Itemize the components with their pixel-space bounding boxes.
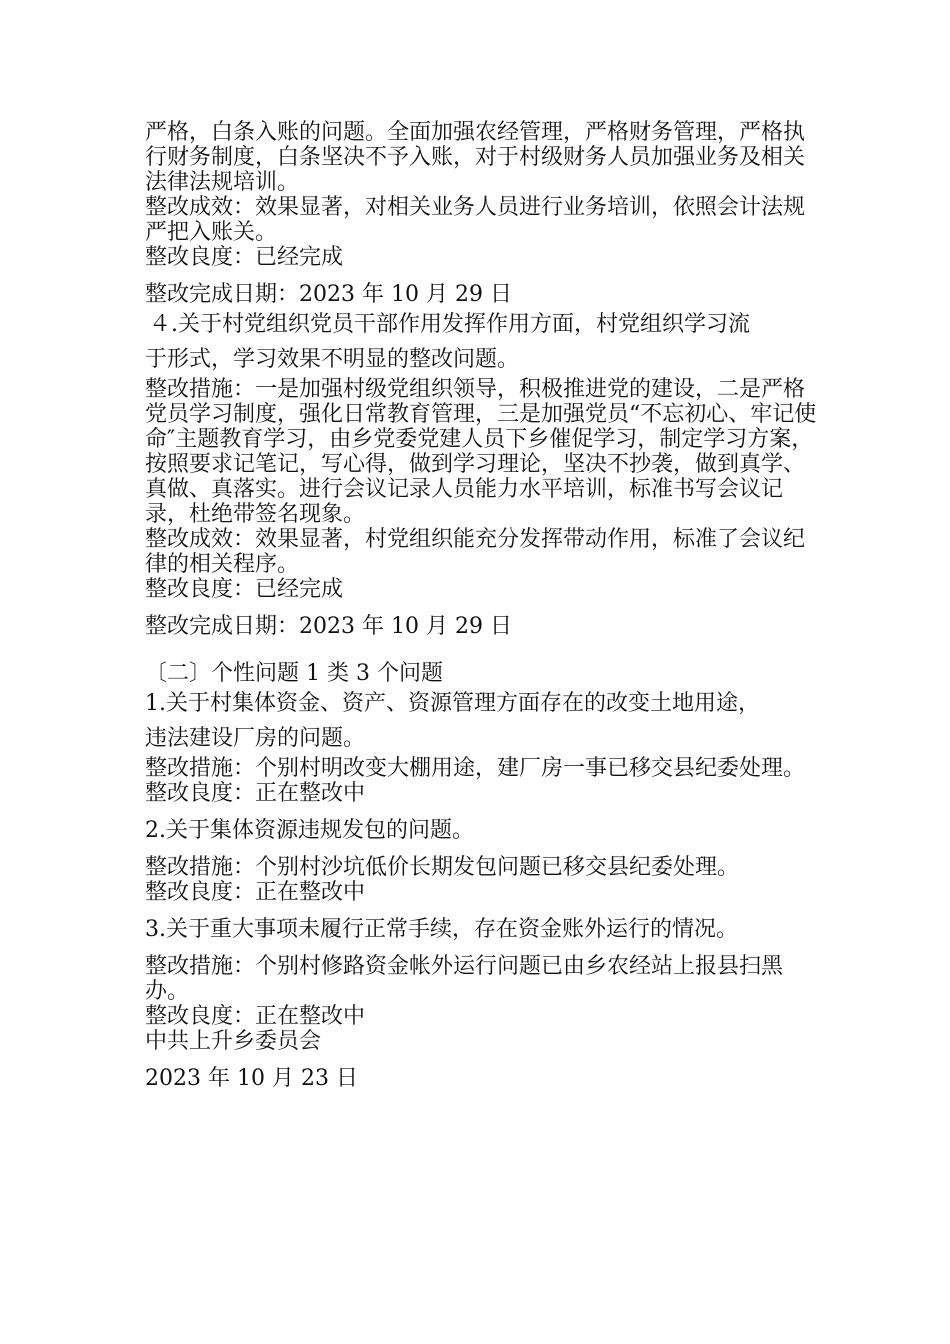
item-4-title-line1: ４.关于村党组织党员干部作用发挥作用方面，村党组织学习流 (149, 312, 750, 337)
paragraph-rectification-status: 整改良度：已经完成 (145, 245, 344, 270)
section-2-heading: 〔二〕个性问题 1 类 3 个问题 (145, 661, 443, 686)
sub-item-2-title: 2.关于集体资源违规发包的问题。 (145, 818, 474, 843)
sub-item-1-status: 整改良度：正在整改中 (145, 781, 366, 806)
document-body (145, 120, 825, 1091)
item-4-completion-date: 整改完成日期：2023 年 10 月 29 日 (145, 614, 512, 639)
item-4-status: 整改良度：已经完成 (145, 577, 344, 602)
sub-item-1-title-line1: 1.关于村集体资金、资产、资源管理方面存在的改变土地用途， (145, 691, 760, 716)
paragraph-completion-date: 整改完成日期：2023 年 10 月 29 日 (145, 282, 512, 307)
item-4-title-line2: 于形式，学习效果不明显的整改问题。 (145, 347, 520, 372)
paragraph-white-slip-issue: 严格，白条入账的问题。全面加强农经管理，严格财务管理，严格执行财务制度，白条坚决不予入账，对于村级财务人员加强业务及相关法律法规培训。 (145, 120, 806, 195)
paragraph-rectification-effect: 整改成效：效果显著，对相关业务人员进行业务培训，依照会计法规严把入账关。 (145, 195, 806, 245)
sub-item-3-status: 整改良度：正在整改中 (145, 1004, 366, 1029)
item-4-effect: 整改成效：效果显著，村党组织能充分发挥带动作用，标准了会议纪律的相关程序。 (145, 527, 806, 577)
signature-date: 2023 年 10 月 23 日 (145, 1066, 358, 1091)
sub-item-3-measures: 整改措施：个别村修路资金帐外运行问题已由乡农经站上报县扫黑办。 (145, 954, 784, 1004)
item-4-measures: 整改措施：一是加强村级党组织领导，积极推进党的建设，二是严格党员学习制度，强化日常教育管理，三是加强党员“不忘初心、牢记使命″主题教育学习，由乡党委党建人员下乡催促学习，制定学习方案，按照要求记笔记，写心得，做到学习理论，坚决不抄袭，做到真学、真做、真落实。进行会议记录人员能力水平培训，标准书写会议记录，杜绝带签名现象。 (145, 377, 817, 527)
signature-organization: 中共上升乡委员会 (145, 1029, 322, 1054)
sub-item-2-status: 整改良度：正在整改中 (145, 880, 366, 905)
sub-item-1-measures: 整改措施：个别村明改变大棚用途，建厂房一事已移交县纪委处理。 (145, 756, 806, 781)
sub-item-3-title: 3.关于重大事项未履行正常手续，存在资金账外运行的情况。 (145, 917, 738, 942)
sub-item-1-title-line2: 违法建设厂房的问题。 (145, 726, 366, 751)
sub-item-2-measures: 整改措施：个别村沙坑低价长期发包问题已移交县纪委处理。 (145, 855, 740, 880)
